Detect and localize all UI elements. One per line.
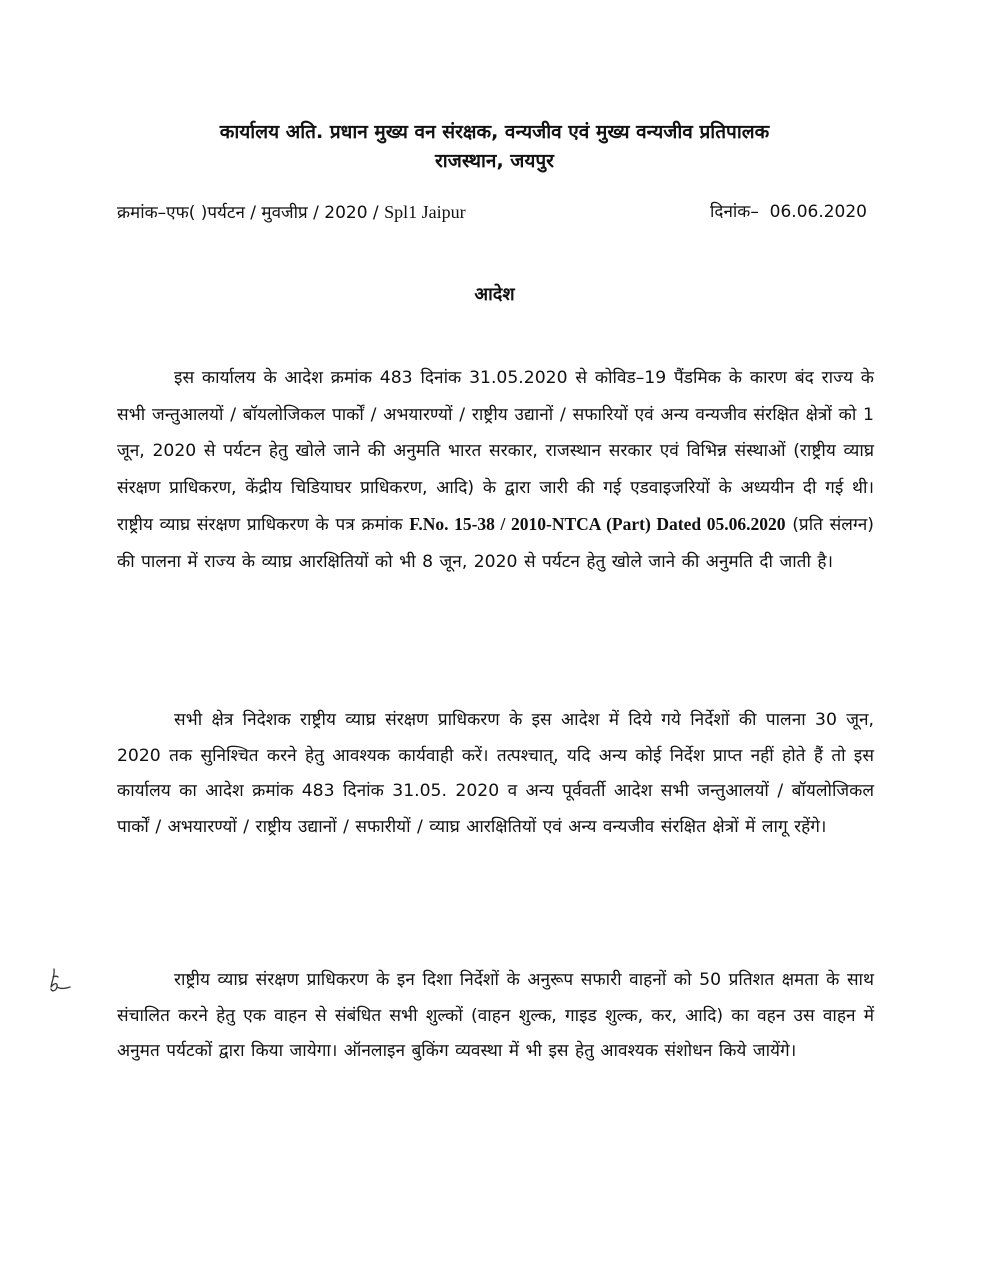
paragraph-1 (117, 360, 874, 581)
paragraph-1-part-1: इस कार्यालय के आदेश क्रमांक 483 दिनांक 31.05.2020 से कोविड–19 पैंडमिक के कारण बंद राज्य के सभी जन्तुआलयों / बॉयलोजिकल पार्कों / अभयारण्यों / राष्ट्रीय उद्यानों / सफारियों एवं अन्य वन्यजीव संरक्षित क्षेत्रों को 1 जून, 2020 से पर्यटन हेतु खोले जाने की अनुमति भारत सरकार, राजस्थान सरकार एवं विभिन्न संस्थाओं (राष्ट्रीय व्याघ्र संरक्षण प्राधिकरण, केंद्रीय चिडियाघर प्राधिकरण, आदि) के द्वारा जारी की गई एडवाइजरियों के अध्ययीन दी गई थी। राष्ट्रीय व्याघ्र संरक्षण प्राधिकरण के पत्र क्रमांक (117, 368, 874, 536)
paragraph-1-part-2: (प्रति संलग्न) की पालना में राज्य के व्याघ्र आरक्षितियों को भी 8 जून, 2020 से पर्यटन हेतु खोले जाने की अनुमति दी जाती है। (117, 515, 874, 572)
reference-number-prefix: क्रमांक–एफ( )पर्यटन / मुवजीप्र / 2020 / (117, 203, 385, 223)
reference-date (710, 197, 867, 227)
order-title: आदेश (474, 284, 515, 305)
paragraph-2: सभी क्षेत्र निदेशक राष्ट्रीय व्याघ्र संरक्षण प्राधिकरण के इस आदेश में दिये गये निर्देशों की पालना 30 जून, 2020 तक सुनिश्चित करने हेतु आवश्यक कार्यवाही करें। तत्पश्चात्, यदि अन्य कोई निर्देश प्राप्त नहीं होते हैं तो इस कार्यालय का आदेश क्रमांक 483 दिनांक 31.05. 2020 व अन्य पूर्ववर्ती आदेश सभी जन्तुआलयों / बॉयलोजिकल पार्कों / अभयारण्यों / राष्ट्रीय उद्यानों / सफारीयों / व्याघ्र आरक्षितियों एवं अन्य वन्यजीव संरक्षित क्षेत्रों में लागू रहेंगे। (117, 710, 874, 837)
reference-number (117, 197, 466, 228)
initials-mark (46, 965, 72, 997)
ntca-reference: F.No. 15-38 / 2010-NTCA (Part) Dated 05.06.2020 (409, 514, 786, 535)
office-location: राजस्थान, जयपुर (435, 150, 554, 172)
office-title: कार्यालय अति. प्रधान मुख्य वन संरक्षक, वन्यजीव एवं मुख्य वन्यजीव प्रतिपालक (219, 121, 770, 143)
date-value: 06.06.2020 (769, 202, 867, 222)
paragraph-3: राष्ट्रीय व्याघ्र संरक्षण प्राधिकरण के इन दिशा निर्देशों के अनुरूप सफारी वाहनों को 50 प्रतिशत क्षमता के साथ संचालित करने हेतु एक वाहन से संबंधित सभी शुल्कों (वाहन शुल्क, गाइड शुल्क, कर, आदि) का वहन उस वाहन में अनुमत पर्यटकों द्वारा किया जायेगा। ऑनलाइन बुकिंग व्यवस्था में भी इस हेतु आवश्यक संशोधन किये जायेंगे। (117, 970, 874, 1061)
reference-number-latin: Spl1 Jaipur (384, 202, 466, 222)
reference-line (117, 197, 867, 227)
date-label: दिनांक– (710, 202, 759, 222)
